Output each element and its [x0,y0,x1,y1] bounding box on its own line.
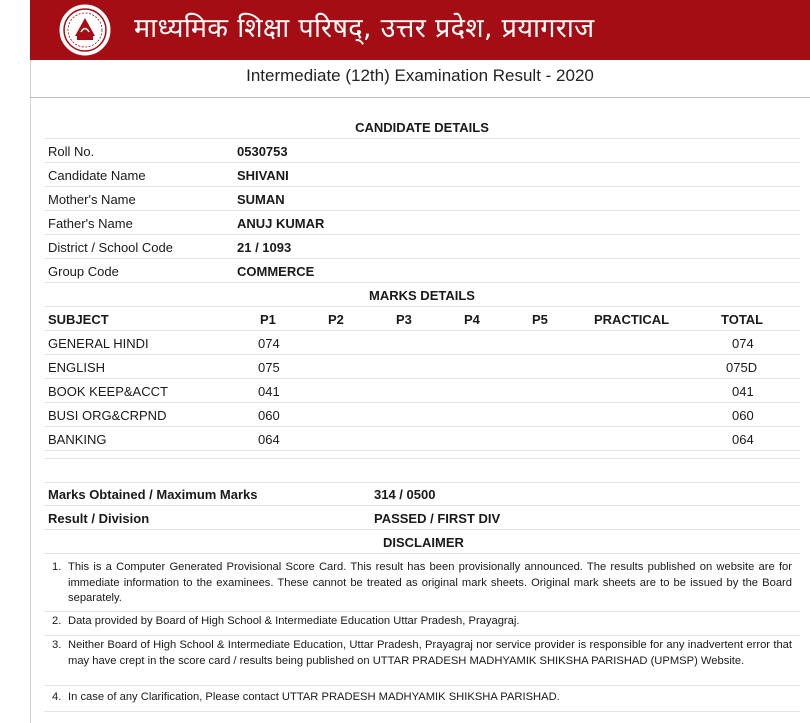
disclaimer-item-number: 4. [52,691,62,703]
marks-header-row [44,307,800,331]
disclaimer-item-number: 2. [52,615,62,627]
candidate-details-heading-row [44,115,800,139]
col-header-p1: P1 [260,312,276,327]
subject-cell: BUSI ORG&CRPND [48,408,167,423]
disclaimer-item-text: In case of any Clarification, Please contact UTTAR PRADESH MADHYAMIK SHIKSHA PARISHAD. [68,691,560,703]
p1-cell: 060 [258,408,280,423]
candidate-field-row [44,187,800,211]
district-school-code-value: 21 / 1093 [237,240,292,255]
candidate-field-row [44,211,800,235]
marks-obtained-value: 314 / 0500 [374,487,436,502]
col-header-subject: SUBJECT [48,312,109,327]
father-name-label: Father's Name [48,216,133,231]
col-header-p4: P4 [464,312,480,327]
col-header-p3: P3 [396,312,412,327]
candidate-field-row [44,139,800,163]
disclaimer-item [44,614,800,636]
candidate-name-value: SHIVANI [237,168,289,183]
spacer-row [44,451,800,459]
subject-cell: ENGLISH [48,360,106,375]
total-cell: 074 [732,336,754,351]
result-division-row [44,506,800,530]
total-cell: 060 [732,408,754,423]
p1-cell: 074 [258,336,280,351]
disclaimer-item-number: 1. [52,561,62,573]
title-divider [30,97,810,98]
candidate-details-heading: CANDIDATE DETAILS [355,120,489,135]
org-title: माध्यमिक शिक्षा परिषद्, उत्तर प्रदेश, प्रयागराज [134,13,595,44]
total-cell: 041 [732,384,754,399]
subject-cell: BANKING [48,432,107,447]
page-title: Intermediate (12th) Examination Result - 2020 [246,66,594,85]
disclaimer-heading-row [44,530,800,554]
candidate-field-row [44,163,800,187]
marks-details-heading-row [44,283,800,307]
candidate-name-label: Candidate Name [48,168,146,183]
page-border [30,60,31,723]
p1-cell: 064 [258,432,280,447]
p1-cell: 075 [258,360,280,375]
col-header-p2: P2 [328,312,344,327]
group-code-value: COMMERCE [237,264,315,279]
disclaimer-item-text: Neither Board of High School & Intermediate Education, Uttar Pradesh, Prayagraj nor service provider is responsible for any inadvertent error that may have crept in the score card / results being published on UTTAR PRADESH MADHYAMIK SHIKSHA PARISHAD (UPMSP) Website. [68,639,792,667]
subject-cell: GENERAL HINDI [48,336,149,351]
header-banner [30,0,810,60]
table-row [44,355,800,379]
table-row [44,379,800,403]
result-division-value: PASSED / FIRST DIV [374,511,501,526]
roll-no-label: Roll No. [48,144,95,159]
disclaimer-item-text: Data provided by Board of High School & Intermediate Education Uttar Pradesh, Prayagraj. [68,615,520,627]
group-code-label: Group Code [48,264,119,279]
marks-summary-row [44,482,800,506]
total-cell: 064 [732,432,754,447]
disclaimer-item-number: 3. [52,639,62,651]
disclaimer-item-text: This is a Computer Generated Provisional Score Card. This result has been provisionally announced. The results published on website are for immediate information to the examinees. These cannot be treated as original mark sheets. Original mark sheets are to be issued by the Board separately. [68,561,792,604]
disclaimer-item [44,560,800,612]
total-cell: 075D [726,360,758,375]
disclaimer-heading: DISCLAIMER [383,535,464,550]
table-row [44,331,800,355]
col-header-p5: P5 [532,312,548,327]
mother-name-label: Mother's Name [48,192,136,207]
subject-cell: BOOK KEEP&ACCT [48,384,168,399]
district-school-code-label: District / School Code [48,240,173,255]
disclaimer-item [44,638,800,686]
board-emblem-logo [57,3,113,57]
result-division-label: Result / Division [48,511,150,526]
father-name-value: ANUJ KUMAR [237,216,325,231]
disclaimer-item [44,690,800,712]
spacer-row [44,459,800,483]
candidate-field-row [44,235,800,259]
p1-cell: 041 [258,384,280,399]
col-header-practical: PRACTICAL [594,312,670,327]
col-header-total: TOTAL [721,312,764,327]
marks-obtained-label: Marks Obtained / Maximum Marks [48,487,258,502]
candidate-field-row [44,259,800,283]
roll-no-value: 0530753 [237,144,288,159]
mother-name-value: SUMAN [237,192,285,207]
marks-details-heading: MARKS DETAILS [369,288,475,303]
table-row [44,403,800,427]
table-row [44,427,800,451]
